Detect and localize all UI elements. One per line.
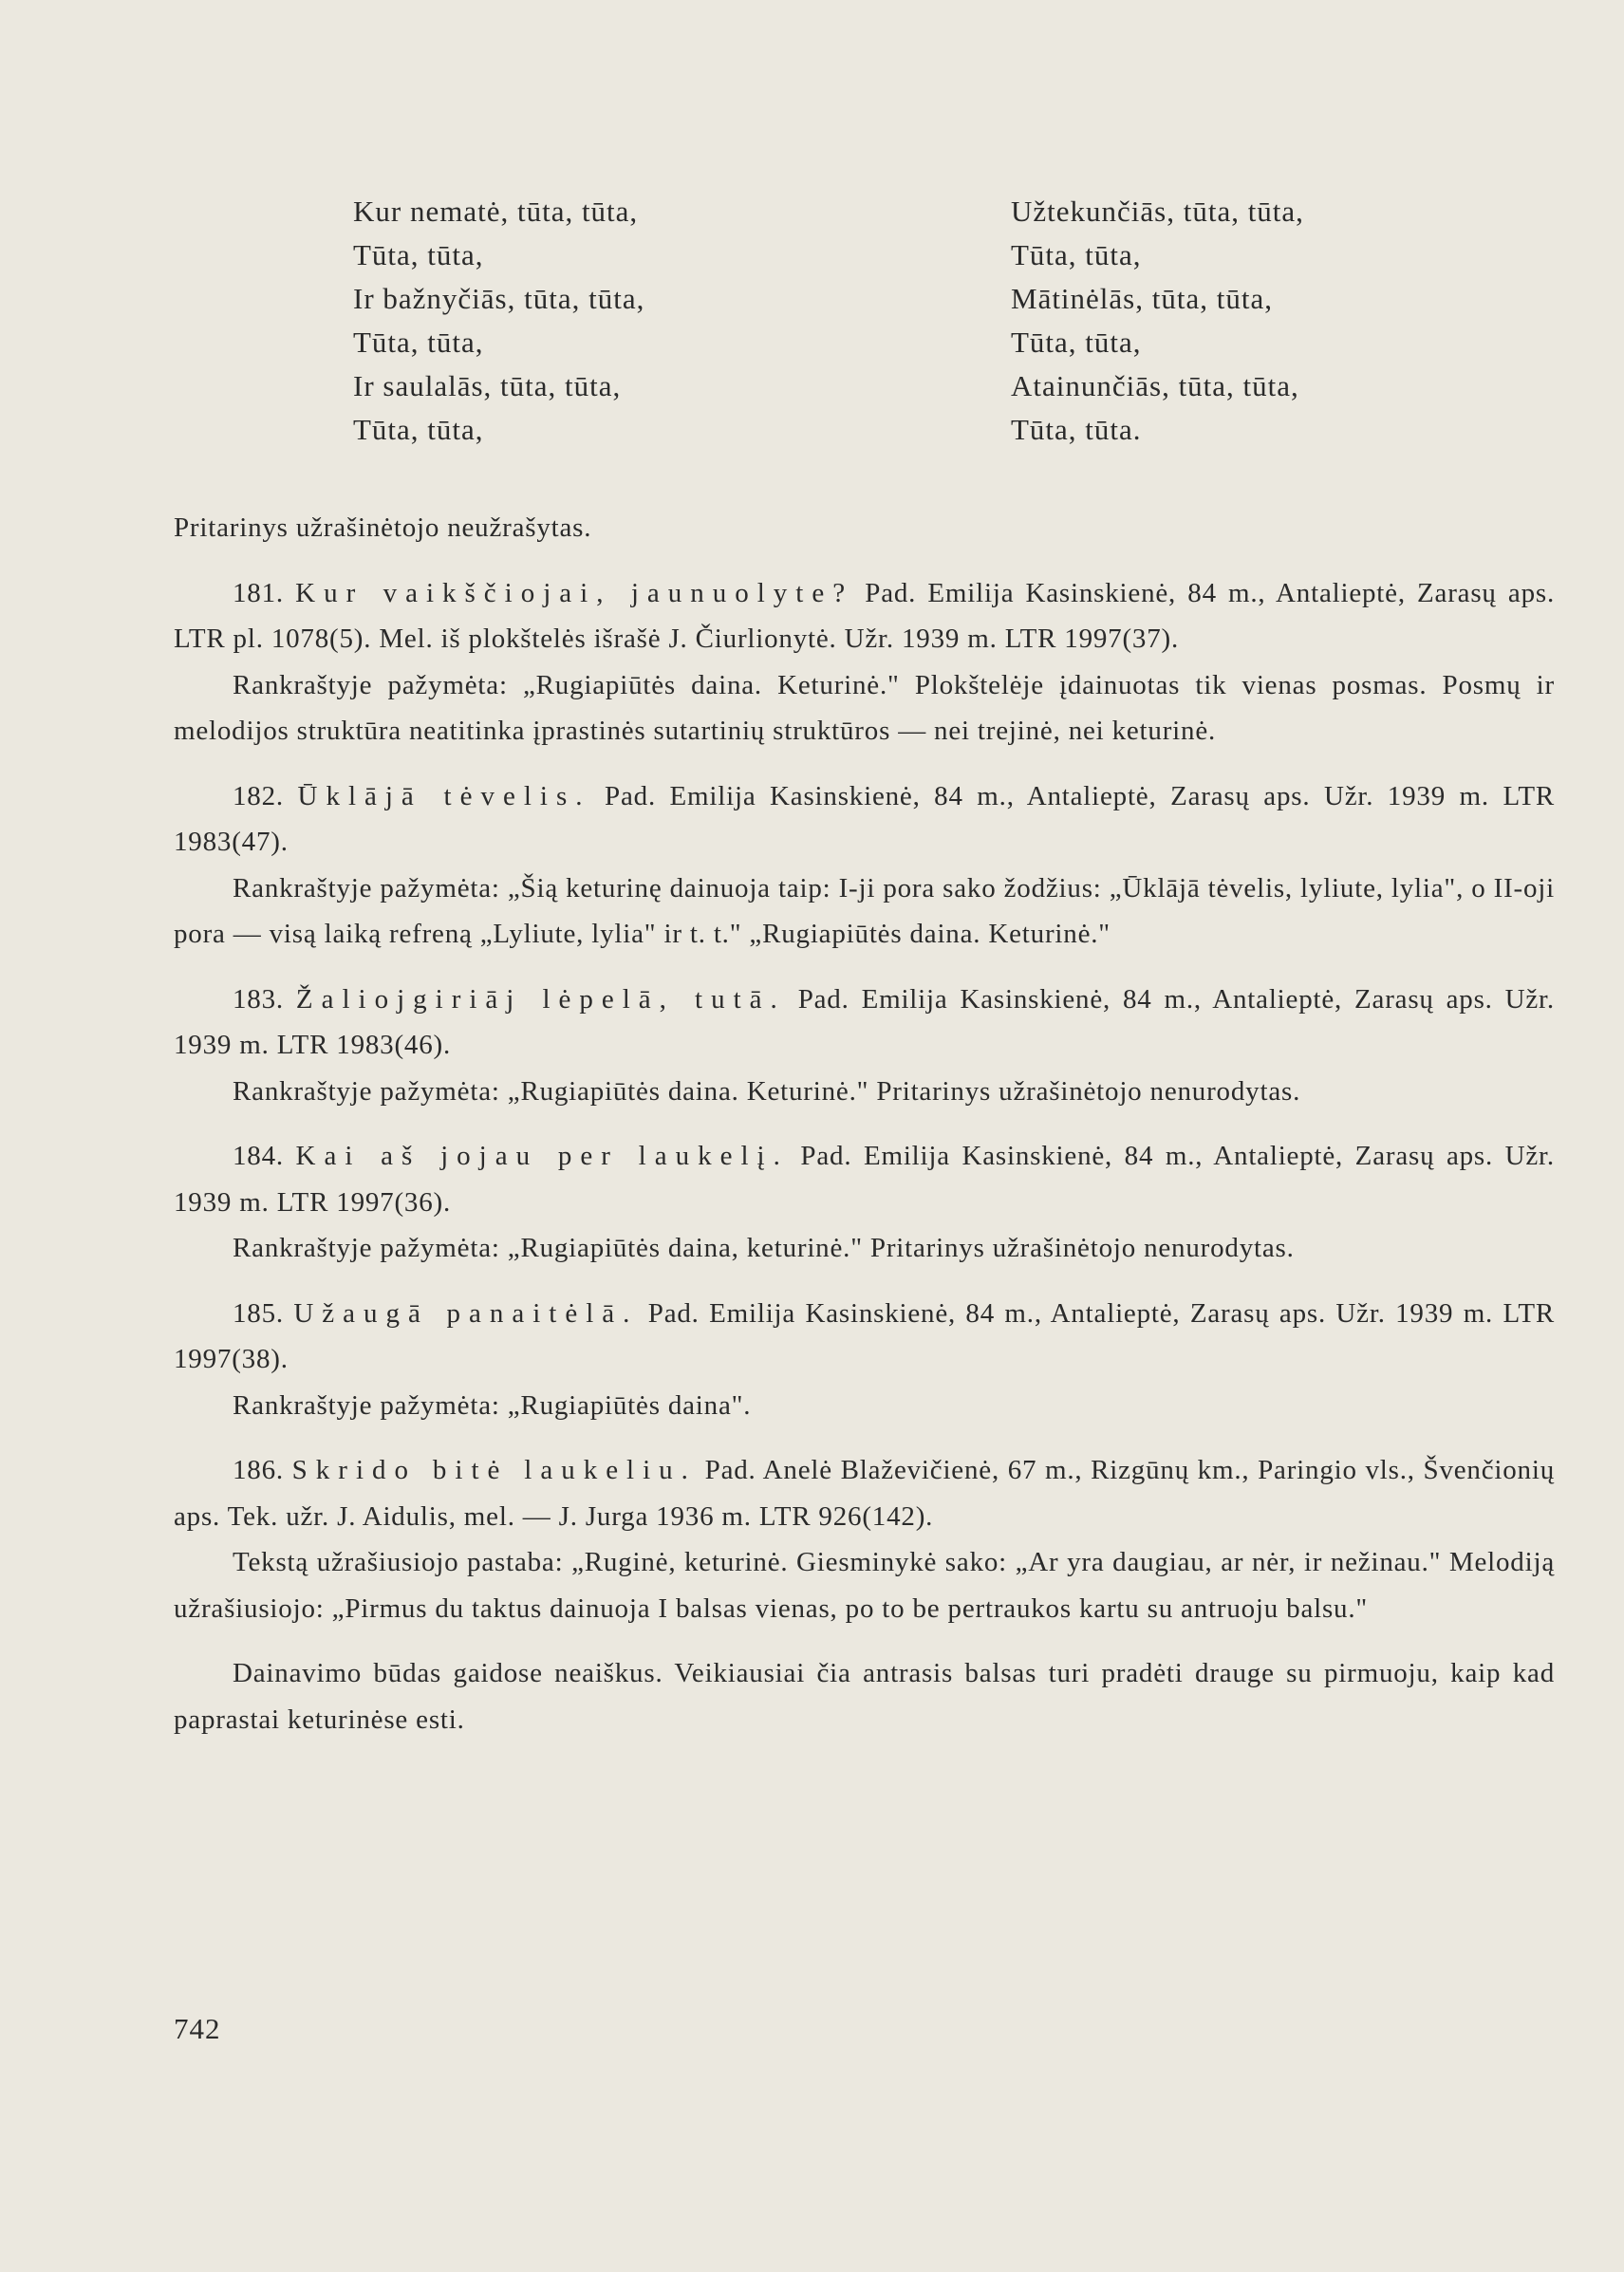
entry-note: Rankraštyje pažymėta: „Rugiapiūtės daina, keturinė." Pritarinys užrašinėtojo nenurodytas. bbox=[233, 1233, 1295, 1263]
entry-source: Pad. Emilija Kasinskienė, 84 m., Antalieptė, Zarasų aps. Užr. 1939 m. LTR 1997(38). bbox=[174, 1297, 1555, 1374]
entry-number: 182. bbox=[233, 780, 284, 811]
entry-note: Tekstą užrašiusiojo pastaba: „Ruginė, keturinė. Giesminykė sako: „Ar yra daugiau, ar nėr, ir nežinau." Melodiją užrašiusiojo: „Pirmus du taktus dainuoja I balsas vienas, po to be pertraukos kartu su antruoju balsu." bbox=[174, 1547, 1555, 1624]
entry-number: 186. bbox=[233, 1455, 284, 1485]
entry-184 bbox=[174, 1133, 1555, 1225]
verse-line: Tūta, tūta, bbox=[353, 326, 484, 359]
verse-right-column bbox=[1011, 190, 1304, 452]
entry-note: Rankraštyje pažymėta: „Rugiapiūtės daina. Keturinė." Plokštelėje įdainuotas tik vienas posmas. Posmų ir melodijos struktūra neatitinka įprastinės sutartinių struktūros — nei trejinė, nei keturinė. bbox=[174, 669, 1555, 746]
verse-line: Užtekunčiās, tūta, tūta, bbox=[1011, 195, 1304, 228]
verse-line: Tūta, tūta, bbox=[1011, 238, 1142, 271]
page-number: 742 bbox=[174, 2012, 221, 2045]
entry-source: Pad. Emilija Kasinskienė, 84 m., Antalieptė, Zarasų aps. Užr. 1939 m. LTR 1983(47). bbox=[174, 780, 1555, 857]
verse-line: Kur nematė, tūta, tūta, bbox=[353, 195, 639, 228]
entry-note: Rankraštyje pažymėta: „Šią keturinę dainuoja taip: I-ji pora sako žodžius: „Ūklājā tėvelis, lyliute, lylia", o II-oji pora — visą laiką refreną „Lyliute, lylia" ir t. t." „Rugiapiūtės daina. Keturinė." bbox=[174, 872, 1555, 949]
entry-181 bbox=[174, 570, 1555, 662]
entry-source: Pad. Emilija Kasinskienė, 84 m., Antalieptė, Zarasų aps. Užr. 1939 m. LTR 1983(46). bbox=[174, 983, 1555, 1060]
commentary-text bbox=[174, 505, 1555, 1742]
entry-note-2: Dainavimo būdas gaidose neaiškus. Veikiausiai čia antrasis balsas turi pradėti drauge su pirmuoju, kaip kad paprastai keturinėse esti. bbox=[174, 1658, 1555, 1735]
verse-line: Tūta, tūta, bbox=[1011, 326, 1142, 359]
entry-182 bbox=[174, 773, 1555, 866]
entry-183 bbox=[174, 977, 1555, 1069]
entry-source: Pad. Anelė Blaževičienė, 67 m., Rizgūnų km., Paringio vls., Švenčionių aps. Tek. užr. J. Aidulis, mel. — J. Jurga 1936 m. LTR 926(142). bbox=[174, 1455, 1556, 1532]
entry-source: Pad. Emilija Kasinskienė, 84 m., Antalieptė, Zarasų aps. Užr. 1939 m. LTR 1997(36). bbox=[174, 1141, 1555, 1218]
verse-line: Ir bažnyčiās, tūta, tūta, bbox=[353, 282, 645, 315]
verse-line: Atainunčiās, tūta, tūta, bbox=[1011, 369, 1299, 402]
verse-line: Tūta, tūta, bbox=[353, 238, 484, 271]
entry-number: 181. bbox=[233, 577, 284, 608]
entry-note: Rankraštyje pažymėta: „Rugiapiūtės daina. Keturinė." Pritarinys užrašinėtojo nenurodytas. bbox=[233, 1075, 1301, 1107]
entry-note: Rankraštyje pažymėta: „Rugiapiūtės daina". bbox=[233, 1389, 752, 1421]
entry-185 bbox=[174, 1291, 1555, 1383]
verse-line: Ir saulalās, tūta, tūta, bbox=[353, 369, 622, 402]
pritarinys-note: Pritarinys užrašinėtojo neužrašytas. bbox=[174, 512, 592, 543]
entry-186 bbox=[174, 1447, 1555, 1539]
entry-title: Skrido bitė laukeliu. bbox=[291, 1455, 697, 1485]
verse-left-column bbox=[353, 190, 644, 452]
verse-line: Tūta, tūta. bbox=[1011, 413, 1142, 446]
entry-title: Žaliojgiriāj lėpelā, tutā. bbox=[295, 983, 786, 1015]
verse-line: Tūta, tūta, bbox=[353, 413, 484, 446]
verse-line: Mātinėlās, tūta, tūta, bbox=[1011, 282, 1273, 315]
entry-number: 184. bbox=[233, 1141, 284, 1171]
entry-title: Kur vaikščiojai, jaunuolyte? bbox=[295, 577, 854, 608]
entry-number: 185. bbox=[233, 1297, 284, 1329]
entry-title: Kai aš jojau per laukelį. bbox=[295, 1141, 789, 1171]
entry-number: 183. bbox=[233, 983, 284, 1015]
entry-title: Ūklājā tėvelis. bbox=[297, 780, 591, 811]
entry-source: Pad. Emilija Kasinskienė, 84 m., Antalieptė, Zarasų aps. LTR pl. 1078(5). Mel. iš plokštelės išrašė J. Čiurlionytė. Užr. 1939 m. LTR 1997(37). bbox=[174, 577, 1556, 654]
entry-title: Užaugā panaitėlā. bbox=[293, 1297, 639, 1329]
